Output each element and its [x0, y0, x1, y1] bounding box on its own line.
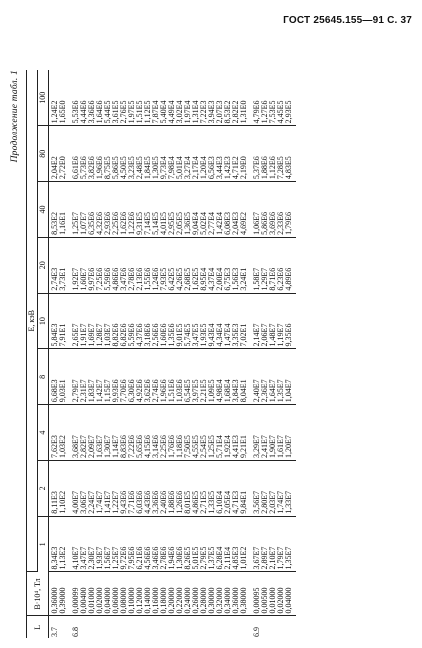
flux-values: 1,25E7 1,07E7 6,35E6 4,32E6 2,93E6 2,25E6 1,62E6 1,22E6 9,31E5 7,14E5 5,14E5 4,01E5 2,95E5 2,05E5 1,36E5 9,04E4 5,02E4 2,77E4 1,42E4 6,08E3 2,04E3 4,69E2 — [70, 182, 251, 238]
energy-header: 80 — [38, 126, 49, 182]
flux-values: 7,62E3 1,03E2 — [49, 405, 71, 461]
flux-values: 2,14E7 2,06E7 1,48E7 1,19E7 9,35E6 — [251, 293, 296, 349]
flux-values: 1,24E2 1,65E0 — [49, 70, 71, 126]
flux-values: 5,37E6 1,88E6 1,12E6 7,28E5 4,83E5 — [251, 126, 296, 182]
table-row-group — [49, 70, 71, 638]
flux-values: 3,68E7 2,82E7 2,09E7 1,63E7 1,30E7 1,14E7 8,83E6 7,22E6 5,65E6 4,15E6 3,14E6 2,25E6 1,76E6 1,18E6 7,50E5 4,55E5 2,54E5 1,25E5 5,71E4 1,92E4 4,41E3 9,21E1 — [70, 405, 251, 461]
energy-header: 2 — [38, 460, 49, 516]
b-values: 0,00095 0,00500 0,01000 0,02000 0,04000 — [251, 572, 296, 616]
b-values: 0,36000 0,39000 — [49, 572, 71, 616]
energy-header: 1 — [38, 516, 49, 572]
flux-values: 1,58E7 1,29E7 8,71E6 6,23E6 4,89E6 — [251, 237, 296, 293]
energy-header: 10 — [38, 293, 49, 349]
table-row-group — [70, 70, 251, 638]
flux-values: 3,29E7 2,41E7 1,90E7 1,61E7 1,20E7 — [251, 405, 296, 461]
table-row-group — [251, 70, 296, 638]
flux-values: 4,79E6 1,27E6 7,53E5 4,45E5 2,93E5 — [251, 70, 296, 126]
flux-values: 2,74E3 3,73E1 — [49, 237, 71, 293]
l-value: 6.9 — [252, 627, 261, 637]
l-value: 3.7 — [50, 627, 59, 637]
page-header: ГОСТ 25645.155—91 С. 37 — [283, 15, 412, 26]
energy-header: 100 — [38, 70, 49, 126]
rotated-table-block — [10, 70, 412, 638]
flux-values: 2,04E2 2,72E0 — [49, 126, 71, 182]
flux-values: 2,79E7 2,31E7 1,83E7 1,42E7 1,15E7 9,93E6 7,70E6 6,30E6 4,92E6 3,62E6 2,74E6 1,96E6 1,51E6 1,03E6 6,54E5 3,97E5 2,21E5 1,09E5 4,98E4 1,68E4 3,84E3 8,04E1 — [70, 349, 251, 405]
flux-values: 2,65E7 1,91E7 1,69E7 1,28E7 1,03E7 8,82E6 6,82E6 5,59E6 4,37E6 3,18E6 2,56E6 1,60E6 1,35E6 9,01E5 5,74E5 3,47E5 1,93E5 9,43E4 4,34E4 1,47E4 3,35E3 7,02E1 — [70, 293, 251, 349]
b-values: 0,00099 0,00400 0,01000 0,02000 0,04000 0,06000 0,08000 0,10000 0,12000 0,14000 0,16000 0,18000 0,20000 0,22000 0,24000 0,26000 0,28000 0,30000 0,32000 0,34000 0,36000 0,38000 — [70, 572, 251, 616]
flux-values: 5,53E6 4,44E6 3,36E6 1,64E6 5,44E5 3,61E5 2,76E5 1,97E5 1,51E5 1,12E5 7,87E4 5,40E4 4,49E4 3,02E4 1,97E4 1,31E4 7,22E3 3,94E3 2,07E3 8,53E2 2,82E2 1,31E0 — [70, 70, 251, 126]
flux-values: 4,10E7 3,47E7 2,30E7 1,93E7 1,56E7 1,25E7 9,72E6 7,95E6 6,21E6 4,56E6 3,46E6 2,78E6 1,94E6 1,30E6 8,26E5 5,01E5 2,79E5 1,37E5 6,28E4 2,11E4 4,85E3 1,01E2 — [70, 516, 251, 572]
energy-header: 8 — [38, 349, 49, 405]
flux-values: 6,61E6 5,73E6 3,82E6 1,96E6 8,75E5 5,86E5 4,50E5 3,23E5 2,48E5 1,84E5 1,30E5 9,73E4 7,98E4 5,01E4 3,27E4 2,17E4 1,20E4 6,56E3 3,44E3 1,42E3 4,71E2 2,19E0 — [70, 126, 251, 182]
flux-values: 2,40E7 2,36E7 1,64E7 1,35E7 1,04E7 — [251, 349, 296, 405]
column-header-e: E, кэВ — [27, 70, 38, 572]
energy-header: 20 — [38, 237, 49, 293]
flux-values: 8,53E2 1,16E1 — [49, 182, 71, 238]
flux-values: 1,92E7 1,60E7 9,97E6 7,25E6 5,59E6 4,86E6 3,47E6 2,78E6 2,13E6 1,55E6 1,24E6 7,93E5 6,42E5 4,26E5 2,68E5 1,62E5 8,95E4 4,37E4 2,00E4 6,75E3 1,56E3 3,24E1 — [70, 237, 251, 293]
column-header-l: L — [27, 616, 49, 638]
flux-values: 3,56E7 2,80E7 2,03E7 1,74E7 1,33E7 — [251, 460, 296, 516]
flux-values: 8,11E3 1,10E2 — [49, 460, 71, 516]
flux-values: 6,68E3 9,03E1 — [49, 349, 71, 405]
l-value: 6.8 — [71, 627, 80, 637]
data-table — [26, 70, 296, 638]
energy-header: 40 — [38, 182, 49, 238]
flux-values: 5,84E3 7,91E1 — [49, 293, 71, 349]
column-header-b: B·10⁴, Тл — [27, 572, 49, 616]
flux-values: 4,00E7 3,06E7 2,24E7 1,74E7 1,41E7 1,22E7 9,43E6 7,71E6 6,03E6 4,43E6 3,36E6 2,40E6 1,88E6 1,26E6 8,01E5 4,86E5 2,71E5 1,33E5 6,10E4 2,05E4 4,71E3 9,84E1 — [70, 460, 251, 516]
table-continuation-caption: Продолжение табл. 1 — [10, 70, 20, 163]
flux-values: 3,67E7 2,89E7 2,10E7 1,79E7 1,35E7 — [251, 516, 296, 572]
energy-header: 4 — [38, 405, 49, 461]
flux-values: 8,34E3 1,13E2 — [49, 516, 71, 572]
flux-values: 1,06E7 5,86E6 3,69E6 2,33E6 1,79E6 — [251, 182, 296, 238]
